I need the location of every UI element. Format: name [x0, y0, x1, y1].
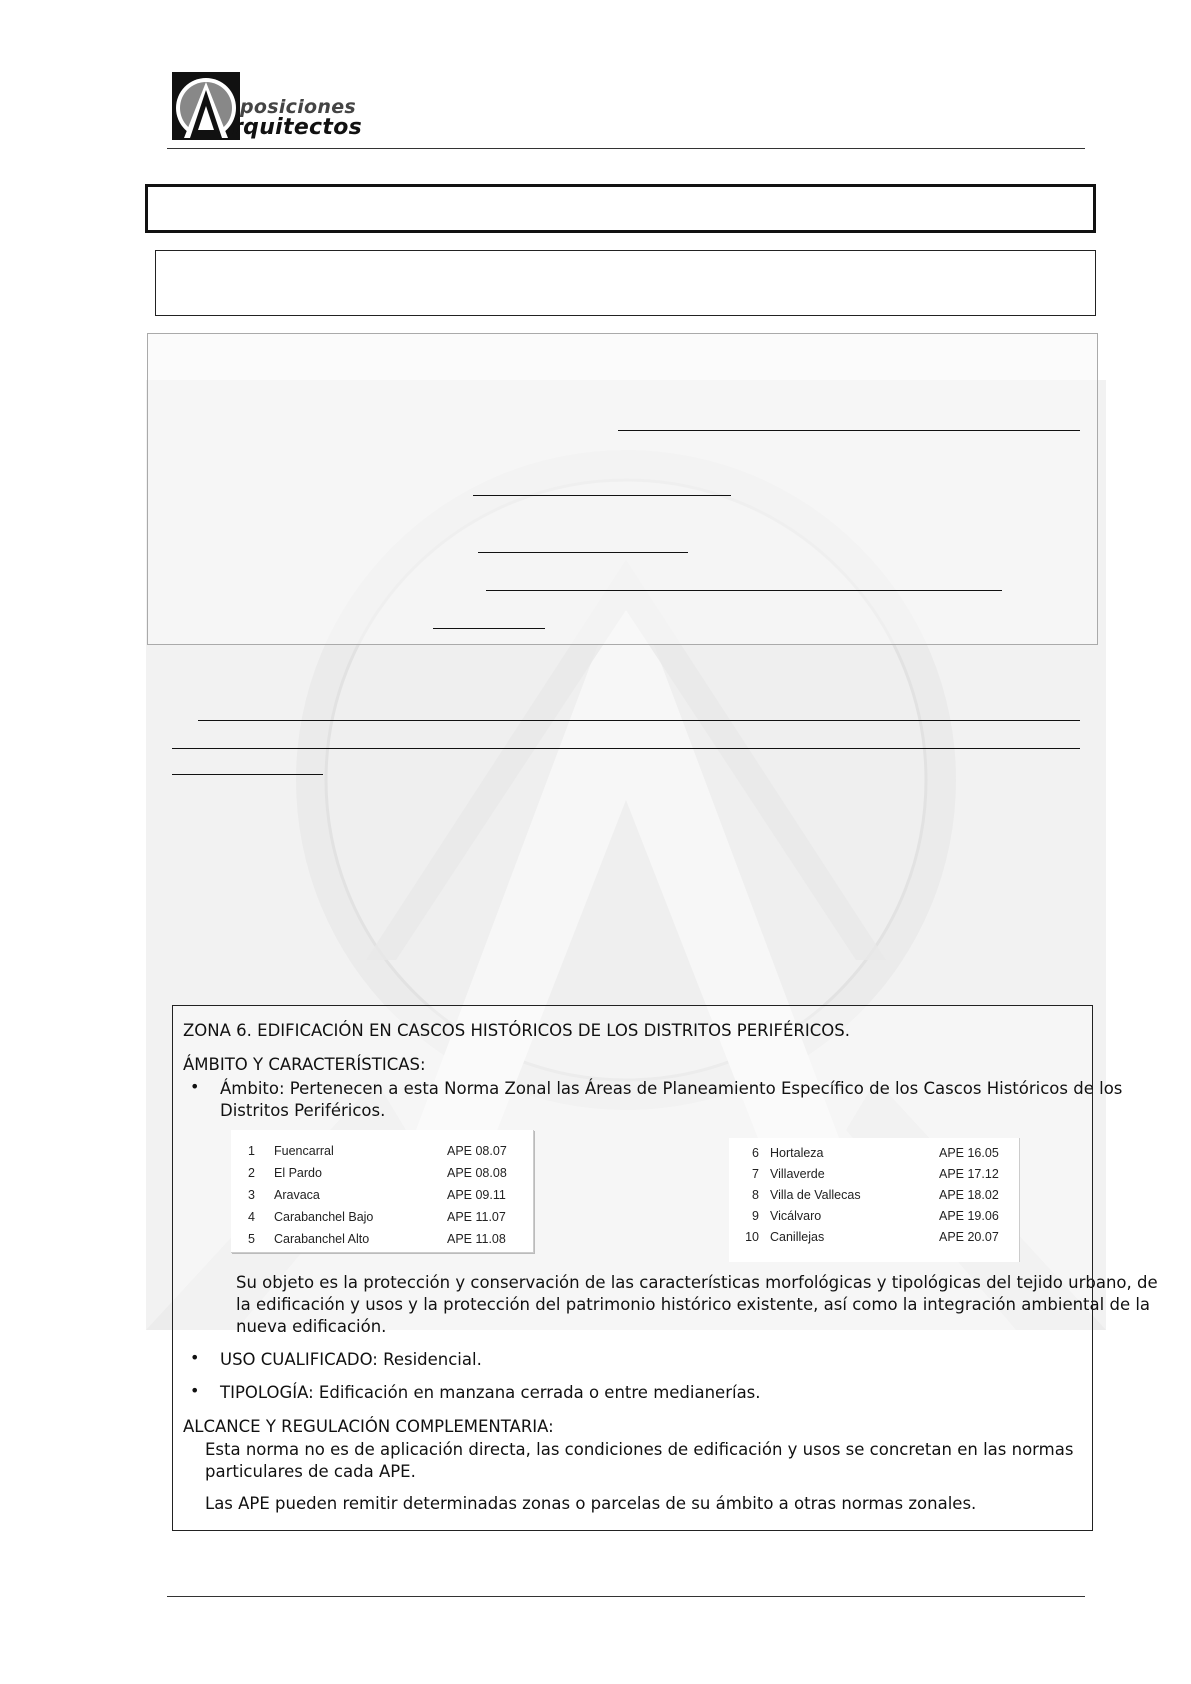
ape-table-left: [231, 1130, 534, 1253]
title-box: [145, 184, 1096, 233]
field-line-1: [618, 430, 1080, 431]
table-row: 2 El Pardo APE 08.08: [248, 1166, 507, 1180]
objeto-line1: Su objeto es la protección y conservación de las características morfológicas y tipológicas del tejido urbano, de: [236, 1273, 1158, 1292]
logo-text-bottom: rquitectos: [232, 115, 363, 140]
objeto-line2: la edificación y usos y la protección del patrimonio histórico existente, así como la integración ambiental de la: [236, 1295, 1151, 1314]
zone-6-box: [172, 1005, 1158, 1531]
alcance-heading: ALCANCE Y REGULACIÓN COMPLEMENTARIA:: [183, 1417, 554, 1436]
text-line-1: [198, 720, 1080, 721]
table-row: 4 Carabanchel Bajo APE 11.07: [248, 1210, 506, 1224]
table-row: 6 Hortaleza APE 16.05: [752, 1146, 999, 1160]
table-row: 7 Villaverde APE 17.12: [752, 1167, 999, 1181]
field-line-5: [433, 628, 545, 629]
table-row: 9 Vicálvaro APE 19.06: [752, 1209, 999, 1223]
tipologia: TIPOLOGÍA: Edificación en manzana cerrada o entre medianerías.: [220, 1383, 761, 1402]
text-line-2: [172, 748, 1080, 749]
header-divider: [167, 148, 1085, 149]
field-line-3: [478, 552, 688, 553]
uso-cualificado: USO CUALIFICADO: Residencial.: [220, 1350, 482, 1369]
ambito-text-line1: Ámbito: Pertenecen a esta Norma Zonal las Áreas de Planeamiento Específico de los Cascos Históricos de los: [220, 1079, 1123, 1098]
bullet-uso: •: [190, 1348, 200, 1367]
objeto-line3: nueva edificación.: [236, 1317, 387, 1336]
ambito-text-line2: Distritos Periféricos.: [220, 1101, 386, 1120]
footer-divider: [167, 1596, 1085, 1597]
company-logo: [172, 72, 363, 142]
alcance-line1: Esta norma no es de aplicación directa, las condiciones de edificación y usos se concretan en las normas: [205, 1440, 1074, 1459]
subtitle-box: [155, 250, 1096, 316]
table-row: 8 Villa de Vallecas APE 18.02: [752, 1188, 999, 1202]
logo-text-top: posiciones: [240, 96, 357, 118]
bullet-ambito: •: [190, 1077, 200, 1096]
text-line-3: [172, 774, 323, 775]
table-row: 3 Aravaca APE 09.11: [248, 1188, 506, 1202]
bullet-tipologia: •: [190, 1381, 200, 1400]
alcance-line2: particulares de cada APE.: [205, 1462, 416, 1481]
table-row: 10 Canillejas APE 20.07: [745, 1230, 999, 1244]
ambito-heading: ÁMBITO Y CARACTERÍSTICAS:: [183, 1055, 426, 1074]
info-box: [147, 333, 1098, 645]
table-row: 5 Carabanchel Alto APE 11.08: [248, 1232, 506, 1246]
field-line-2: [473, 495, 731, 496]
ape-table-right: [729, 1138, 1020, 1262]
table-row: 1 Fuencarral APE 08.07: [248, 1144, 507, 1158]
field-line-4: [486, 590, 1002, 591]
zone-title: ZONA 6. EDIFICACIÓN EN CASCOS HISTÓRICOS DE LOS DISTRITOS PERIFÉRICOS.: [183, 1021, 850, 1040]
alcance-line3: Las APE pueden remitir determinadas zonas o parcelas de su ámbito a otras normas zonales.: [205, 1494, 977, 1513]
